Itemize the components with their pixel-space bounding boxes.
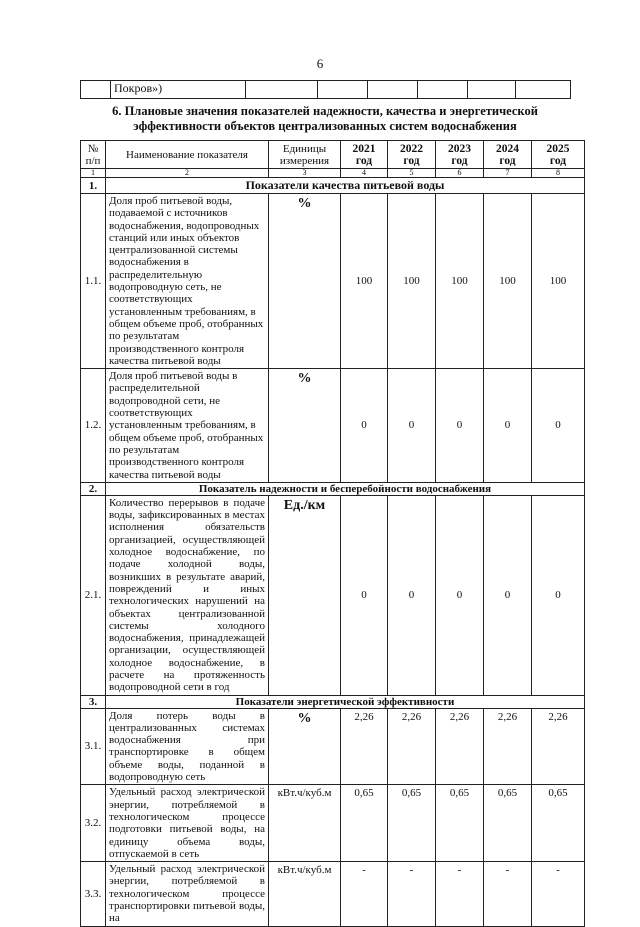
row-number: 1.1.: [81, 194, 106, 369]
section-number: 1.: [81, 178, 106, 194]
column-number-row: [81, 169, 585, 178]
value-2021: 0,65: [341, 785, 388, 862]
value-2021: 0: [341, 369, 388, 483]
col-number: 1: [81, 169, 106, 178]
value-2023: 0: [436, 495, 484, 695]
section-heading: Показатель надежности и бесперебойности водоснабжения: [106, 482, 585, 495]
row-number: 3.2.: [81, 785, 106, 862]
section-title-line1: 6. Плановые значения показателей надежности, качества и энергетической: [112, 104, 538, 118]
header-num: № п/п: [81, 141, 106, 169]
value-2022: -: [388, 862, 436, 926]
value-2024: 2,26: [484, 708, 532, 785]
value-2025: 0: [532, 495, 585, 695]
unit-cell: %: [269, 708, 341, 785]
unit-cell: кВт.ч/куб.м: [269, 785, 341, 862]
value-2023: 2,26: [436, 708, 484, 785]
unit-cell: Ед./км: [269, 495, 341, 695]
value-2021: 2,26: [341, 708, 388, 785]
unit-cell: %: [269, 369, 341, 483]
value-2024: 0: [484, 369, 532, 483]
value-2025: 100: [532, 194, 585, 369]
header-unit: Единицы измерения: [269, 141, 341, 169]
section-title: [80, 104, 570, 134]
row-number: 2.1.: [81, 495, 106, 695]
table-row: [81, 495, 585, 695]
header-year-2022: 2022 год: [388, 141, 436, 169]
col-number: 7: [484, 169, 532, 178]
indicator-name: Удельный расход электрической энергии, потребляемой в технологическом процессе транспортировки питьевой воды, на: [106, 862, 269, 926]
value-2023: 100: [436, 194, 484, 369]
continuation-cell: Покров»): [111, 81, 246, 99]
col-number: 3: [269, 169, 341, 178]
value-2021: -: [341, 862, 388, 926]
section-number: 3.: [81, 695, 106, 708]
header-year-2021: 2021 год: [341, 141, 388, 169]
table-row: [81, 708, 585, 785]
value-2022: 0: [388, 369, 436, 483]
header-year-2023: 2023 год: [436, 141, 484, 169]
indicator-name: Доля потерь воды в централизованных системах водоснабжения при транспортировке в общем объеме воды, поданной в водопроводную сеть: [106, 708, 269, 785]
section-heading: Показатели качества питьевой воды: [106, 178, 585, 194]
value-2022: 0,65: [388, 785, 436, 862]
indicator-name: Удельный расход электрической энергии, потребляемой в технологическом процессе подготовки питьевой воды, на единицу объема воды, отпускаемой в сеть: [106, 785, 269, 862]
value-2023: 0,65: [436, 785, 484, 862]
indicator-name: Доля проб питьевой воды в распределительной водопроводной сети, не соответствующих установленным требованиям, в общем объеме проб, отобранных по результатам производственного контроля качества питьевой воды: [106, 369, 269, 483]
unit-cell: %: [269, 194, 341, 369]
value-2022: 0: [388, 495, 436, 695]
indicator-name: Количество перерывов в подаче воды, зафиксированных в местах исполнения обязательств организацией, осуществляющей холодное водоснабжение, по подаче холодной воды, возникших в результате аварий, повреждений и иных технологических нарушений на объектах централизованной системы холодного водоснабжения, принадлежащей организации, осуществляющей холодное водоснабжение, в расчете на протяженность водопроводной сети в год: [106, 495, 269, 695]
value-2024: 0: [484, 495, 532, 695]
value-2023: 0: [436, 369, 484, 483]
table-row: [81, 369, 585, 483]
table-row: [81, 785, 585, 862]
table-row: [81, 194, 585, 369]
header-year-2024: 2024 год: [484, 141, 532, 169]
value-2024: 100: [484, 194, 532, 369]
value-2022: 2,26: [388, 708, 436, 785]
page-number: 6: [316, 56, 324, 71]
row-number: 3.3.: [81, 862, 106, 926]
value-2025: -: [532, 862, 585, 926]
indicator-name: Доля проб питьевой воды, подаваемой с источников водоснабжения, водопроводных станций или иных объектов централизованной системы водоснабжения в распределительную водопроводную сеть, не соответствующих установленным требованиям, в общем объеме проб, отобранных по результатам производственного контроля качества питьевой воды: [106, 194, 269, 369]
col-number: 2: [106, 169, 269, 178]
value-2024: 0,65: [484, 785, 532, 862]
section-row: [81, 695, 585, 708]
col-number: 6: [436, 169, 484, 178]
section-heading: Показатели энергетической эффективности: [106, 695, 585, 708]
value-2021: 0: [341, 495, 388, 695]
value-2021: 100: [341, 194, 388, 369]
value-2025: 0,65: [532, 785, 585, 862]
row-number: 1.2.: [81, 369, 106, 483]
row-number: 3.1.: [81, 708, 106, 785]
value-2024: -: [484, 862, 532, 926]
section-title-line2: эффективности объектов централизованных систем водоснабжения: [133, 119, 517, 133]
section-row: [81, 482, 585, 495]
col-number: 4: [341, 169, 388, 178]
header-year-2025: 2025 год: [532, 141, 585, 169]
col-number: 8: [532, 169, 585, 178]
section-number: 2.: [81, 482, 106, 495]
continuation-table: [80, 80, 571, 99]
indicators-table: [80, 140, 585, 927]
section-row: [81, 178, 585, 194]
value-2025: 0: [532, 369, 585, 483]
value-2025: 2,26: [532, 708, 585, 785]
col-number: 5: [388, 169, 436, 178]
value-2022: 100: [388, 194, 436, 369]
value-2023: -: [436, 862, 484, 926]
header-name: Наименование показателя: [106, 141, 269, 169]
header-row: [81, 141, 585, 169]
table-row: [81, 862, 585, 926]
unit-cell: кВт.ч/куб.м: [269, 862, 341, 926]
